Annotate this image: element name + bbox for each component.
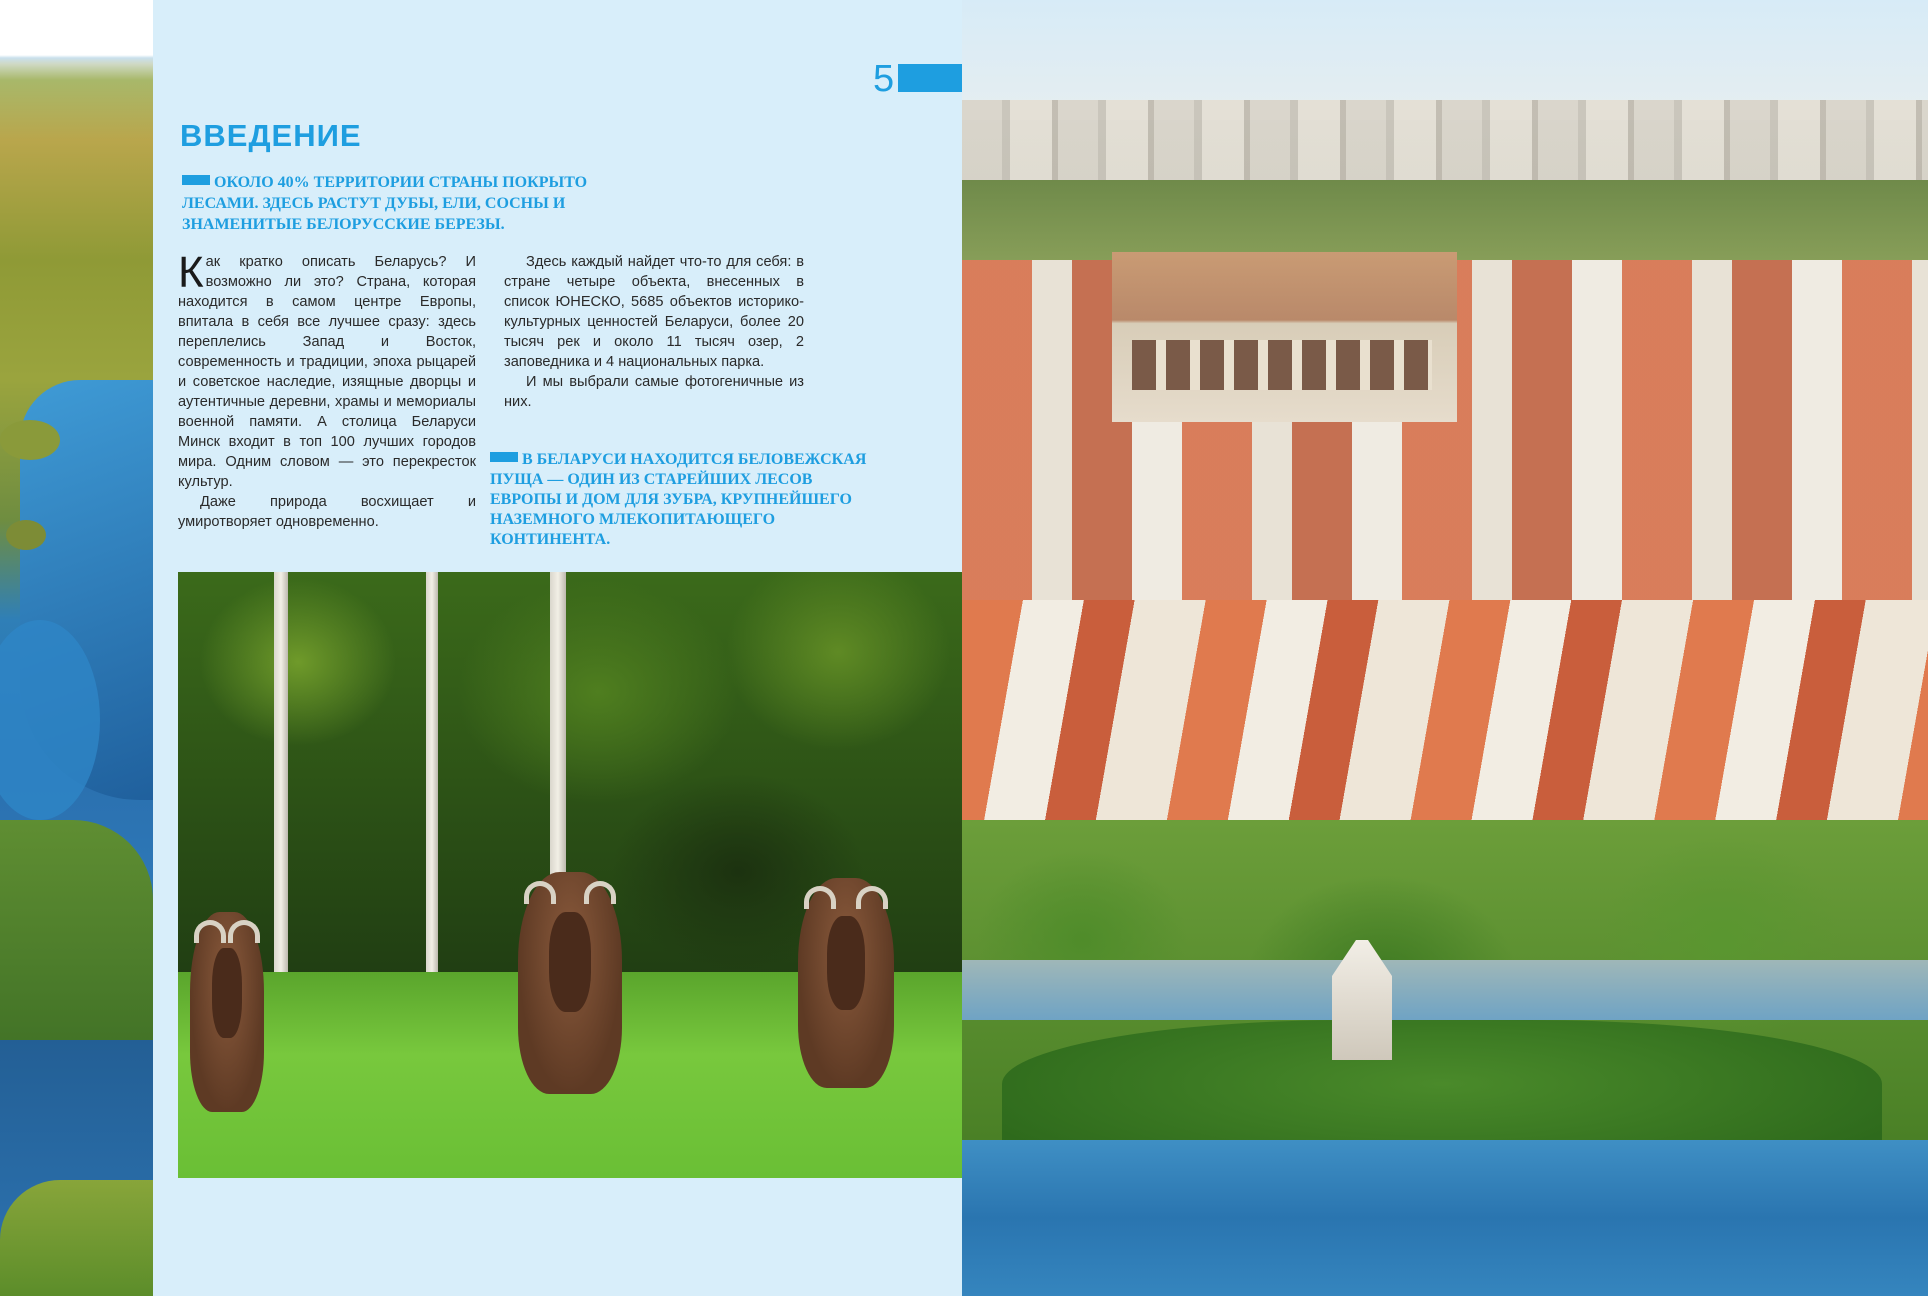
- bison: [798, 878, 894, 1088]
- pull-quote-text: В БЕЛАРУСИ НАХОДИТСЯ БЕЛОВЕЖСКАЯ ПУЩА — ОДИН ИЗ СТАРЕЙШИХ ЛЕСОВ ЕВРОПЫ И ДОМ ДЛЯ ЗУБРА, КРУПНЕЙШЕГО НАЗЕМНОГО МЛЕКОПИТАЮЩЕГО КОНТИНЕНТА.: [490, 451, 867, 548]
- marsh-islet: [6, 520, 46, 550]
- lead-paragraph: [182, 172, 642, 235]
- bison-head: [549, 912, 591, 1012]
- bison-horn: [804, 886, 836, 909]
- bison-photo: [178, 572, 962, 1178]
- embankment: [962, 960, 1928, 1020]
- page-number: 5: [873, 58, 895, 100]
- accent-marker: [490, 452, 518, 462]
- bison: [518, 872, 622, 1094]
- pull-quote: [490, 450, 870, 550]
- river-water: [962, 1140, 1928, 1296]
- old-town-roofs: [962, 600, 1928, 840]
- minsk-city-photo: [962, 0, 1928, 1296]
- bison-horn: [524, 881, 556, 904]
- bison: [190, 912, 264, 1112]
- body-paragraph: [178, 248, 476, 492]
- lead-text: ОКОЛО 40% ТЕРРИТОРИИ СТРАНЫ ПОКРЫТО ЛЕСАМИ. ЗДЕСЬ РАСТУТ ДУБЫ, ЕЛИ, СОСНЫ И ЗНАМЕНИТЫЕ БЕЛОРУССКИЕ БЕРЕЗЫ.: [182, 174, 588, 233]
- birch-trunk: [426, 572, 438, 992]
- page-number-bar: [898, 64, 962, 92]
- body-paragraph: И мы выбрали самые фотогеничные из них.: [504, 374, 804, 410]
- marsh-photo: [0, 0, 153, 1296]
- body-column-2: [504, 252, 804, 412]
- bison-horn: [194, 920, 226, 943]
- bison-horn: [856, 886, 888, 909]
- marsh-grass: [0, 1180, 153, 1296]
- paragraph-text: ак кратко описать Беларусь? И возможно ли это? Страна, которая находится в самом центре Европы, впитала в себя все лучшее сразу: здесь переплелись Запад и Восток, современность и традиции, эпоха рыцарей и советское наследие, изящные дворцы и аутентичные деревни, храмы и мемориалы военной памяти. А столица Беларуси Минск входит в топ 100 лучших городов мира. Одним словом — это перекресток культур.: [178, 254, 476, 490]
- drop-cap: К: [178, 248, 204, 297]
- page-title: ВВЕДЕНИЕ: [180, 118, 362, 153]
- accent-marker: [182, 175, 210, 185]
- marsh-islet: [0, 420, 60, 460]
- body-column-1: [178, 248, 476, 532]
- bison-horn: [228, 920, 260, 943]
- body-paragraph: Здесь каждый найдет что-то для себя: в стране четыре объекта, внесенных в список ЮНЕСКО, 5685 объектов историко-культурных ценностей Беларуси, более 20 тысяч рек и около 11 тысяч озер, 2 заповедника и 4 национальных парка.: [504, 254, 804, 370]
- palace-colonnade: [1132, 340, 1432, 390]
- body-paragraph: Даже природа восхищает и умиротворяет одновременно.: [178, 494, 476, 530]
- birch-trunk: [274, 572, 288, 992]
- bison-head: [827, 916, 865, 1011]
- bison-head: [212, 948, 242, 1038]
- palace-building: [1112, 252, 1457, 422]
